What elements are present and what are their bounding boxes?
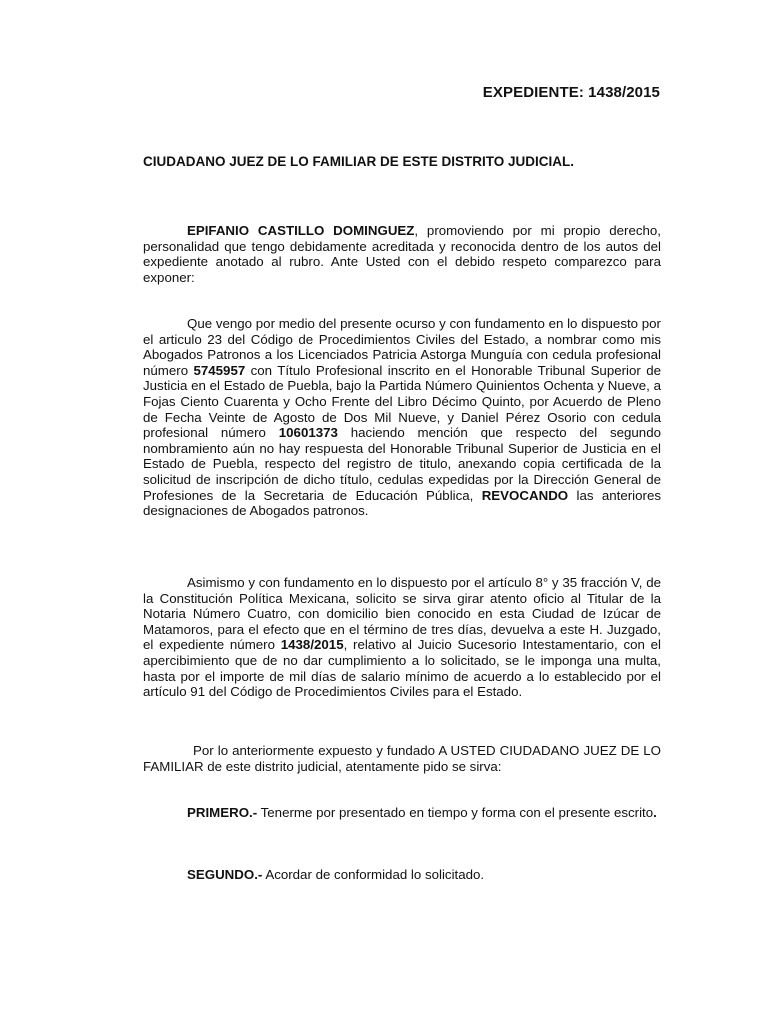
intro-paragraph <box>143 223 661 285</box>
request-paragraph <box>143 575 661 700</box>
appointment-text-1: Que vengo por medio del presente ocurso y con fundamento en lo dispuesto por el articulo 23 del Código de Procedimientos Civiles del Estado, a nombrar como mis Abogados Patronos a los Licenciados Patricia Astorga Munguía con cedula profesional número <box>143 316 661 378</box>
expediente-header: EXPEDIENTE: 1438/2015 <box>482 84 660 101</box>
expediente-number: 1438/2015 <box>280 637 344 653</box>
primero-label: PRIMERO.- <box>187 805 258 820</box>
petition-segundo <box>143 867 661 883</box>
petitioner-name: EPIFANIO CASTILLO DOMINGUEZ <box>187 223 415 238</box>
addressee-line: CIUDADANO JUEZ DE LO FAMILIAR DE ESTE DISTRITO JUDICIAL. <box>143 154 575 169</box>
primero-text: Tenerme por presentado en tiempo y forma con el presente escrito <box>257 805 654 820</box>
segundo-label: SEGUNDO.- <box>187 867 263 882</box>
appointment-text-3: haciendo mención que respecto del segundo nombramiento aún no hay respuesta del Honorable Tribunal Superior de Justicia en el Estado de Puebla, respecto del registro de titulo, anexando copia certificada de la solicitud de inscripción de dicho título, cedulas expedidas por la Dirección General de Profesiones de la Secretaria de Educación Pública, <box>143 425 661 503</box>
request-text-2: , relativo al Juicio Sucesorio Intestamentario, con el apercibimiento que de no dar cumplimiento a lo solicitado, se le imponga una multa, hasta por el importe de mil días de salario mínimo de acuerdo a lo establecido por el artículo 91 del Código de Procedimientos Civiles para el Estado. <box>143 637 661 700</box>
revocando-word: REVOCANDO <box>481 487 569 503</box>
closing-paragraph: Por lo anteriormente expuesto y fundado A USTED CIUDADANO JUEZ DE LO FAMILIAR de este distrito judicial, atentamente pido se sirva: <box>143 743 661 774</box>
cedula-number-1: 5745957 <box>193 362 246 378</box>
petition-primero <box>143 805 661 821</box>
segundo-text: Acordar de conformidad lo solicitado. <box>262 867 485 882</box>
intro-text: , promoviendo por mi propio derecho, personalidad que tengo debidamente acreditada y reconocida dentro de los autos del expediente anotado al rubro. Ante Usted con el debido respeto comparezco para exponer: <box>143 223 661 285</box>
cedula-number-2: 10601373 <box>278 425 338 441</box>
appointment-text-2: con Título Profesional inscrito en el Honorable Tribunal Superior de Justicia en el Estado de Puebla, bajo la Partida Número Quinientos Ochenta y Nueve, a Fojas Ciento Cuarenta y Ocho Frente del Libro Décimo Quinto, por Acuerdo de Pleno de Fecha Veinte de Agosto de Dos Mil Nueve, y Daniel Pérez Osorio con cedula profesional número <box>143 362 661 441</box>
primero-period: . <box>653 805 657 820</box>
appointment-paragraph <box>143 316 661 519</box>
request-text-1: Asimismo y con fundamento en lo dispuesto por el artículo 8° y 35 fracción V, de la Constitución Política Mexicana, solicito se sirva girar atento oficio al Titular de la Notaria Número Cuatro, con domicilio bien conocido en esta Ciudad de Izúcar de Matamoros, para el efecto que en el término de tres días, devuelva a este H. Juzgado, el expediente número <box>143 575 661 653</box>
appointment-text-4: las anteriores designaciones de Abogados patronos. <box>143 487 661 519</box>
